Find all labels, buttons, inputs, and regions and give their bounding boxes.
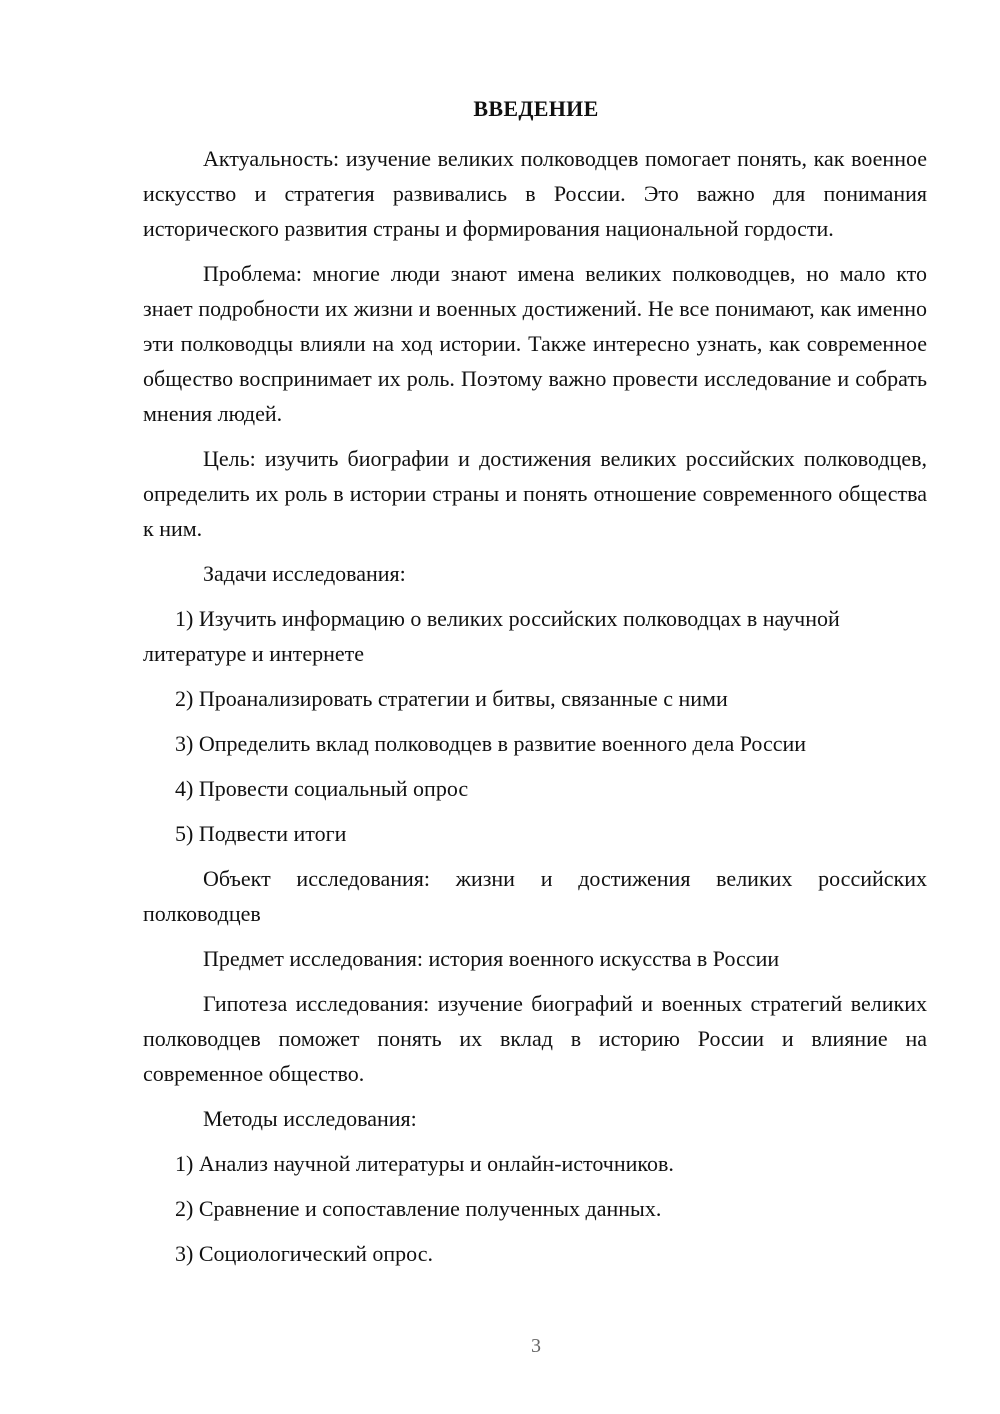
goal-paragraph: Цель: изучить биографии и достижения великих российских полководцев, определить их роль в истории страны и понять отношение современного общества к ним. xyxy=(143,446,927,541)
tasks-heading: Задачи исследования: xyxy=(203,561,406,586)
task-item: 4) Провести социальный опрос xyxy=(175,776,469,801)
subject-paragraph: Предмет исследования: история военного искусства в России xyxy=(203,946,780,971)
problem-paragraph: Проблема: многие люди знают имена великих полководцев, но мало кто знает подробности их жизни и военных достижений. Не все понимают, как именно эти полководцы влияли на ход истории. Также интересно узнать, как современное общество воспринимает их роль. Поэтому важно провести исследование и собрать мнения людей. xyxy=(143,261,927,426)
method-item: 2) Сравнение и сопоставление полученных данных. xyxy=(175,1196,662,1221)
page-title: ВВЕДЕНИЕ xyxy=(473,96,599,121)
methods-heading: Методы исследования: xyxy=(203,1106,417,1131)
method-item: 3) Социологический опрос. xyxy=(175,1241,433,1266)
hypothesis-paragraph: Гипотеза исследования: изучение биографий и военных стратегий великих полководцев поможет понять их вклад в историю России и влияние на современное общество. xyxy=(143,991,927,1086)
task-item: 1) Изучить информацию о великих российских полководцах в научной литературе и интернете xyxy=(143,606,840,666)
page-body xyxy=(143,141,927,1281)
task-item: 3) Определить вклад полководцев в развитие военного дела России xyxy=(175,731,807,756)
task-item: 5) Подвести итоги xyxy=(175,821,347,846)
object-paragraph: Объект исследования: жизни и достижения великих российских полководцев xyxy=(143,866,927,926)
relevance-paragraph: Актуальность: изучение великих полководцев помогает понять, как военное искусство и стратегия развивались в России. Это важно для понимания исторического развития страны и формирования национальной гордости. xyxy=(143,146,927,241)
task-item: 2) Проанализировать стратегии и битвы, связанные с ними xyxy=(175,686,728,711)
page-number: 3 xyxy=(531,1335,541,1357)
method-item: 1) Анализ научной литературы и онлайн-источников. xyxy=(175,1151,674,1176)
